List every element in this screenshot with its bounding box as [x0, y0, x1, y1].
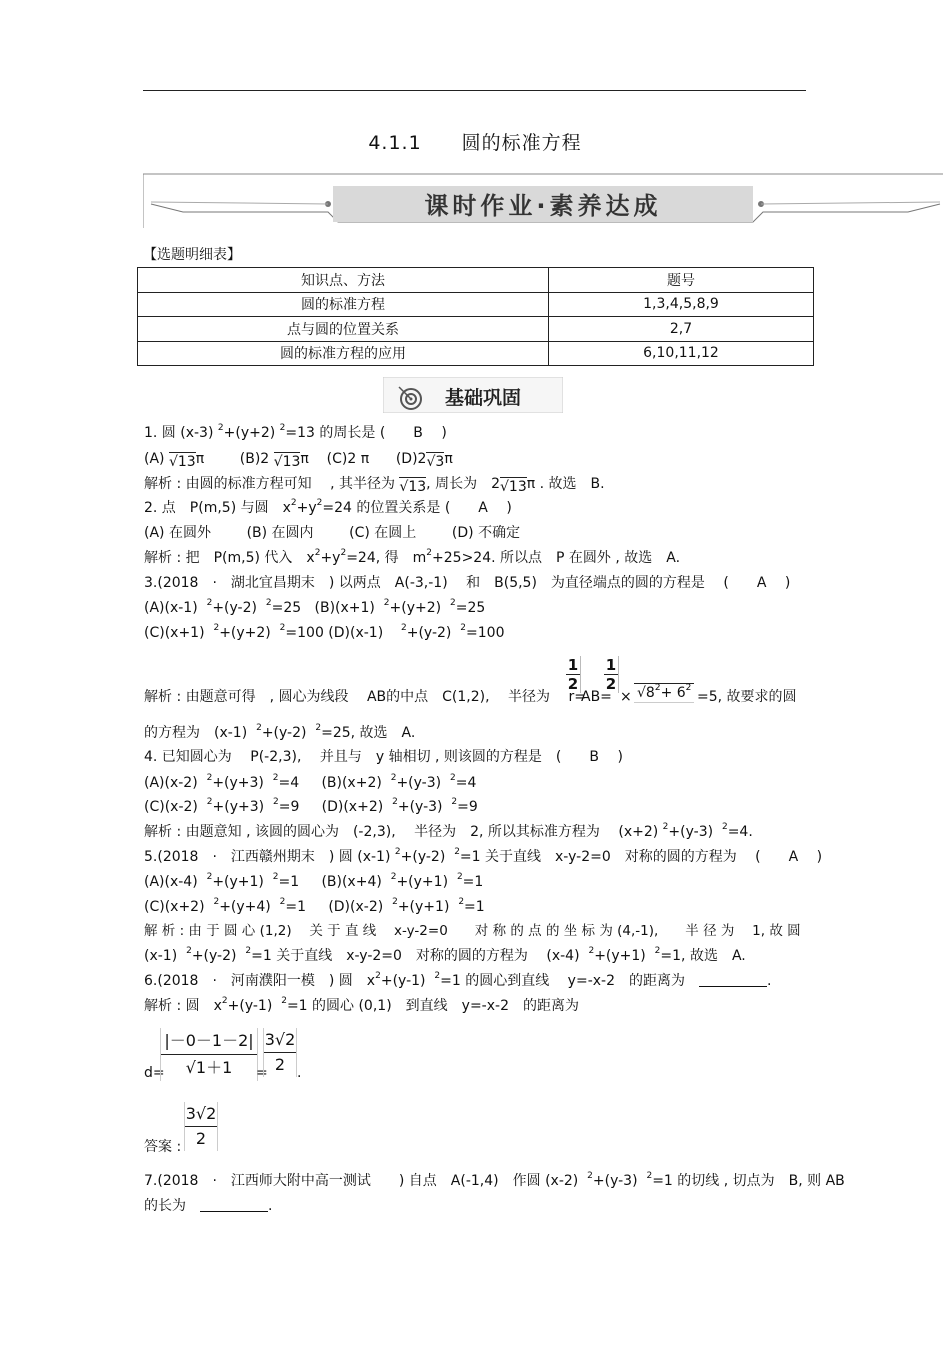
section-header	[383, 377, 563, 413]
question-2-solution: 解析 : 把 P(m,5) 代入 $x^2+y^2=24$, 得 $m^2+25>24$. 所以点 P 在圆外 , 故选 A.	[144, 548, 681, 566]
answer-blank	[699, 973, 767, 987]
question-1-solution: 解析 : 由圆的标准方程可知 , 其半径为 √13, 周长为 2√13π . 故选 B.	[144, 476, 605, 495]
answer-label: 答案 :	[144, 1139, 182, 1155]
question-3-options-ab: (A)(x-1) $^2$+(y-2) $^2$=25 (B)(x+1) $^2$+(y+2) $^2$=25	[144, 598, 486, 616]
question-4-options-cd: (C)(x-2) $^2$+(y+3) $^2$=9 (D)(x+2) $^2$+(y-3) $^2$=9	[144, 797, 478, 815]
question-5-solution: 解 析 : 由 于 圆 心 (1,2) 关 于 直 线 x-y-2=0 对 称 的 点 的 坐 标 为 (4,-1), 半 径 为 1, 故 圆	[144, 923, 801, 939]
question-6: 6.(2018 · 河南濮阳一模 ) 圆 $x^2+(y-1)$ $^2$=1 的圆心到直线 y=-x-2 的距离为 .	[144, 971, 772, 989]
table-cell: 点与圆的位置关系	[138, 317, 549, 342]
header-cell: 题号	[549, 268, 814, 293]
table-row	[138, 317, 814, 342]
distance-fraction: $\frac{|-0-1-2|}{√1+1}$	[160, 1028, 258, 1081]
question-3-solution-line2: 的方程为 (x-1) $^2$+(y-2) $^2$=25, 故选 A.	[144, 723, 416, 741]
header-rule	[143, 90, 806, 91]
table-header-row	[138, 268, 814, 293]
result-fraction: $\frac{3√2}{2}$	[263, 1028, 297, 1077]
question-1-options: (A) √13π (B)2 √13π (C)2 π (D)2√3π	[144, 451, 453, 470]
table-cell: 2,7	[549, 317, 814, 342]
table-row	[138, 341, 814, 366]
question-5-options-cd: (C)(x+2) $^2$+(y+4) $^2$=1 (D)(x-2) $^2$+(y+1) $^2$=1	[144, 897, 485, 915]
question-4-options-ab: (A)(x-2) $^2$+(y+3) $^2$=4 (B)(x+2) $^2$+(y-3) $^2$=4	[144, 773, 477, 791]
question-7-line2: 的长为 .	[144, 1198, 273, 1214]
question-1: 1. 圆 (x-3) $^2$+(y+2) $^2$=13 的周长是 ( B )	[144, 423, 447, 441]
fraction-half: $\frac{1}{2}$	[604, 656, 619, 693]
question-2: 2. 点 P(m,5) 与圆 $x^2+y^2=24$ 的位置关系是 ( A )	[144, 498, 512, 516]
question-5-options-ab: (A)(x-4) $^2$+(y+1) $^2$=1 (B)(x+4) $^2$+(y+1) $^2$=1	[144, 872, 484, 890]
period: .	[297, 1065, 302, 1081]
question-3: 3.(2018 · 湖北宜昌期末 ) 以两点 A(-3,-1) 和 B(5,5) 为直径端点的圆的方程是 ( A )	[144, 575, 791, 591]
table-cell: 6,10,11,12	[549, 341, 814, 366]
text-ab: AB=	[581, 689, 612, 705]
table-row	[138, 292, 814, 317]
question-2-options: (A) 在圆外 (B) 在圆内 (C) 在圆上 (D) 不确定	[144, 525, 521, 541]
question-3-solution: 解析 : 由题意可得 , 圆心为线段 AB的中点 C(1,2), 半径为 r=	[144, 689, 586, 705]
question-3-options-cd: (C)(x+1) $^2$+(y+2) $^2$=100 (D)(x-1) $^2$+(y-2) $^2$=100	[144, 623, 505, 641]
sqrt-expression: $√8^2+ 6^2$	[634, 683, 694, 703]
times-sign: ×	[620, 689, 632, 705]
answer-fraction: $\frac{3√2}{2}$	[184, 1102, 218, 1151]
equals-sign: =	[256, 1065, 268, 1081]
homework-banner	[143, 172, 943, 230]
table-cell: 圆的标准方程	[138, 292, 549, 317]
question-3-solution-end: =5, 故要求的圆	[697, 689, 797, 705]
table-cell: 圆的标准方程的应用	[138, 341, 549, 366]
question-4: 4. 已知圆心为 P(-2,3), 并且与 y 轴相切 , 则该圆的方程是 ( B )	[144, 749, 623, 765]
page-title: 4.1.1 圆的标准方程	[368, 132, 582, 154]
header-cell: 知识点、方法	[138, 268, 549, 293]
banner-text: 课时作业·素养达成	[424, 192, 662, 220]
table-cell: 1,3,4,5,8,9	[549, 292, 814, 317]
question-7: 7.(2018 · 江西师大附中高一测试 ) 自点 A(-1,4) 作圆 (x-2) $^2$+(y-3) $^2$=1 的切线 , 切点为 B, 则 AB	[144, 1171, 845, 1189]
question-6-solution: 解析 : 圆 $x^2+(y-1)$ $^2$=1 的圆心 (0,1) 到直线 y=-x-2 的距离为	[144, 996, 579, 1014]
section-title: 基础巩固	[444, 387, 522, 409]
question-5-solution-line2: (x-1) $^2$+(y-2) $^2$=1 关于直线 x-y-2=0 对称的圆的方程为 (x-4) $^2$+(y+1) $^2$=1, 故选 A.	[144, 946, 746, 964]
question-5: 5.(2018 · 江西赣州期末 ) 圆 (x-1) $^2$+(y-2) $^2$=1 关于直线 x-y-2=0 对称的圆的方程为 ( A )	[144, 847, 823, 865]
topic-table	[137, 267, 814, 366]
fraction-half: $\frac{1}{2}$	[566, 656, 581, 693]
distance-label: d=	[144, 1065, 165, 1081]
table-label: 【选题明细表】	[143, 247, 241, 263]
question-4-solution: 解析 : 由题意知 , 该圆的圆心为 (-2,3), 半径为 2, 所以其标准方程为 (x+2) $^2$+(y-3) $^2$=4.	[144, 822, 753, 840]
answer-blank	[200, 1198, 268, 1212]
